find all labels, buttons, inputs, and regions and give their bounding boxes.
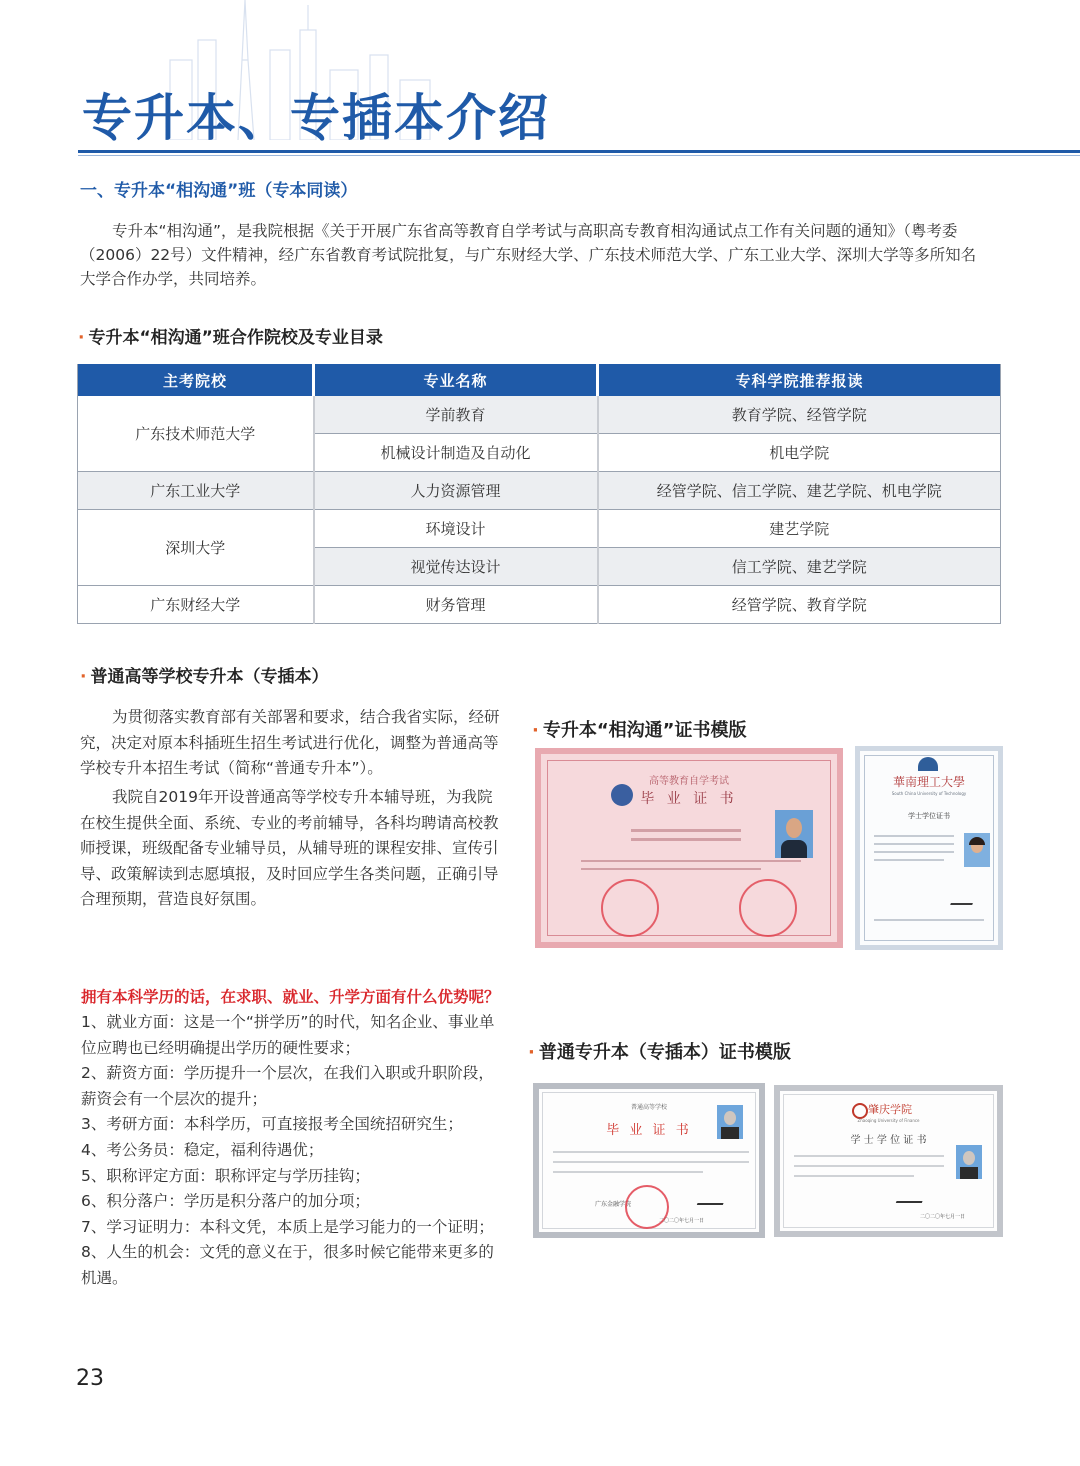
table-cell-major: 机械设计制造及自动化: [314, 434, 598, 472]
table-cell-major: 环境设计: [314, 510, 598, 548]
table-cell-major: 视觉传达设计: [314, 548, 598, 586]
cert1-degree-logo-icon: [918, 757, 938, 771]
table-cell-college: 机电学院: [598, 434, 1001, 472]
cert2-diploma-image: [533, 1083, 765, 1238]
cert1-photo: [775, 810, 813, 858]
seal-icon: [739, 879, 797, 937]
cert1-diploma-title: 毕 业 证 书: [640, 791, 738, 807]
catalog-heading: · 专升本“相沟通”班合作院校及专业目录: [78, 328, 383, 348]
bullet-dot: ·: [80, 667, 87, 687]
cert1-degree-photo: [964, 833, 990, 867]
table-row: [78, 586, 1001, 624]
cert2-degree-school-en: Zhaoqing University of Finance: [857, 1118, 920, 1123]
table-cell-college: 教育学院、经管学院: [598, 396, 1001, 434]
table-header: 专业名称: [314, 364, 598, 396]
cert2-diploma-title: 毕 业 证 书: [606, 1123, 692, 1138]
list-item: 4、考公务员：稳定，福利待遇优；: [81, 1140, 324, 1159]
catalog-table: [77, 364, 1001, 624]
section2-para1: 为贯彻落实教育部有关部署和要求，结合我省实际，经研究，决定对原本科插班生招生考试进行优化，调整为普通高等学校专升本招生考试（简称“普通专升本”）。: [80, 708, 500, 777]
list-item: 2、薪资方面：学历提升一个层次，在我们入职或升职阶段，薪资会有一个层次的提升；: [81, 1064, 494, 1108]
page-title: 专升本、专插本介绍: [82, 89, 550, 147]
table-row: [78, 510, 1001, 548]
title-divider: [78, 150, 1080, 153]
signature-icon: [697, 1193, 727, 1205]
section1-intro: 专升本“相沟通”，是我院根据《关于开展广东省高等教育自学考试与高职高专教育相沟通试点工作有关问题的通知》（粤考委（2006）22号）文件精神，经广东省教育考试院批复，与广东财经大学、广东技术师范大学、广东工业大学、深圳大学等多所知名大学合作办学，共同培养。: [80, 222, 977, 288]
cert2-diploma-photo: [717, 1105, 743, 1139]
signature-icon: [896, 1191, 926, 1203]
table-cell-college: 信工学院、建艺学院: [598, 548, 1001, 586]
cert2-degree-date: 二〇二〇年七月一日: [920, 1214, 966, 1220]
cert1-degree-title: 学士学位证书: [908, 812, 950, 820]
table-cell-college: 经管学院、信工学院、建艺学院、机电学院: [598, 472, 1001, 510]
table-cell-major: 人力资源管理: [314, 472, 598, 510]
cert2-degree-image: [774, 1085, 1003, 1237]
title-divider-thin: [78, 155, 1080, 156]
table-cell-school: 广东技术师范大学: [78, 396, 314, 472]
cert2-degree-photo: [956, 1145, 982, 1179]
cert2-diploma-top: 普通高等学校: [630, 1104, 667, 1111]
bullet-dot: ·: [532, 720, 539, 741]
advantages-list: [81, 1010, 506, 1292]
cert1-logo-icon: [611, 784, 633, 806]
list-item: 6、积分落户：学历是积分落户的加分项；: [81, 1192, 370, 1211]
cert2-degree-logo-icon: [852, 1103, 868, 1119]
cert1-diploma-top: 高等教育自学考试: [649, 776, 729, 787]
section2-heading: · 普通高等学校专升本（专插本）: [80, 667, 329, 687]
table-header-row: [78, 364, 1001, 396]
table-cell-major: 财务管理: [314, 586, 598, 624]
table-row: [78, 472, 1001, 510]
list-item: 7、学习证明力：本科文凭，本质上是学习能力的一个证明；: [81, 1217, 494, 1236]
cert1-heading: · 专升本“相沟通”证书模版: [532, 720, 747, 741]
seal-icon: [601, 879, 659, 937]
table-cell-college: 建艺学院: [598, 510, 1001, 548]
table-row: [78, 396, 1001, 434]
table-cell-school: 广东工业大学: [78, 472, 314, 510]
cert2-degree-school: 肇庆学院: [868, 1103, 912, 1116]
cert1-degree-school: 華南理工大學: [892, 775, 965, 789]
bullet-dot: ·: [528, 1042, 535, 1063]
table-header: 专科学院推荐报读: [598, 364, 1001, 396]
page-number: 23: [76, 1366, 104, 1391]
table-cell-school: 广东财经大学: [78, 586, 314, 624]
cert1-degree-image: [855, 746, 1003, 950]
list-item: 1、就业方面：这是一个“拼学历”的时代，知名企业、事业单位应聘也已经明确提出学历的硬性要求；: [81, 1013, 495, 1057]
table-cell-college: 经管学院、教育学院: [598, 586, 1001, 624]
advantages-question: 拥有本科学历的话，在求职、就业、升学方面有什么优势呢？: [81, 988, 500, 1006]
table-cell-major: 学前教育: [314, 396, 598, 434]
table-header: 主考院校: [78, 364, 314, 396]
cert2-diploma-org: 广东金融学院: [595, 1201, 632, 1208]
cert1-diploma-image: [535, 748, 843, 948]
section2-para2: 我院自2019年开设普通高等学校专升本辅导班，为我院在校生提供全面、系统、专业的考前辅导，各科均聘请高校教师授课，班级配备专业辅导员，从辅导班的课程安排、宣传引导、政策解读到志愿填报，及时回应学生各类问题，正确引导合理预期，营造良好氛围。: [80, 788, 499, 908]
list-item: 8、人生的机会：文凭的意义在于，很多时候它能带来更多的机遇。: [81, 1243, 494, 1287]
cert1-degree-school-en: South China University of Technology: [891, 791, 967, 796]
signature-icon: [950, 895, 976, 905]
cert2-degree-title: 学 士 学 位 证 书: [850, 1135, 927, 1146]
bullet-dot: ·: [78, 328, 85, 348]
table-cell-school: 深圳大学: [78, 510, 314, 586]
cert2-heading: · 普通专升本（专插本）证书模版: [528, 1042, 791, 1063]
section1-heading: 一、专升本“相沟通”班（专本同读）: [80, 181, 358, 201]
list-item: 3、考研方面：本科学历，可直接报考全国统招研究生；: [81, 1115, 463, 1134]
cert2-diploma-date: 二〇二〇年七月一日: [659, 1218, 705, 1224]
list-item: 5、职称评定方面：职称评定与学历挂钩；: [81, 1166, 370, 1185]
